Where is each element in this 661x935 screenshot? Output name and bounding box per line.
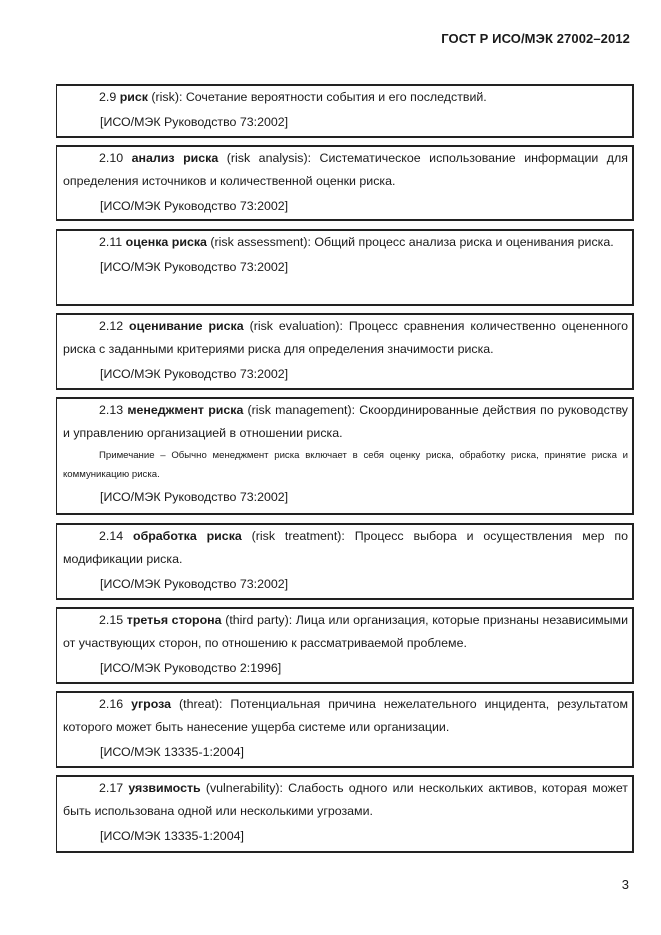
- term-number: 2.12: [99, 319, 124, 333]
- term-paragraph: [63, 315, 628, 361]
- term-box-risk-analysis: [56, 145, 634, 221]
- term-number: 2.9: [99, 90, 117, 104]
- term-number: 2.15: [99, 613, 124, 627]
- term-paragraph: [63, 777, 628, 823]
- term-box-threat: [56, 691, 634, 768]
- term-number: 2.10: [99, 151, 124, 165]
- term-reference: [ИСО/МЭК 13335-1:2004]: [100, 745, 244, 759]
- term-paragraph: [63, 609, 628, 655]
- term-box-third-party: [56, 607, 634, 684]
- term-name: оценка риска: [125, 235, 207, 249]
- term-definition: (third party): Лица или организация, которые признаны независимыми от участвующих сторон, по отношению к рассматриваемой проблеме.: [63, 613, 628, 650]
- term-reference: [ИСО/МЭК Руководство 2:1996]: [100, 661, 282, 675]
- term-definition: (risk treatment): Процесс выбора и осуществления мер по модификации риска.: [63, 529, 629, 566]
- term-name: менеджмент риска: [127, 403, 244, 417]
- term-box-vulnerability: [56, 775, 634, 853]
- term-reference: [ИСО/МЭК Руководство 73:2002]: [100, 260, 289, 274]
- term-name: риск: [119, 90, 148, 104]
- term-box-risk: [56, 84, 634, 138]
- term-definition: (risk): Сочетание вероятности события и его последствий.: [151, 90, 487, 104]
- term-box-risk-evaluation: [56, 313, 634, 390]
- term-name: угроза: [131, 697, 172, 711]
- term-reference: [ИСО/МЭК Руководство 73:2002]: [100, 199, 289, 213]
- term-number: 2.17: [99, 781, 124, 795]
- page-number: 3: [621, 877, 629, 892]
- document-header: ГОСТ Р ИСО/МЭК 27002–2012: [441, 31, 630, 46]
- term-definition: (risk analysis): Систематическое использование информации для определения источников и количественной оценки риска.: [63, 151, 628, 188]
- term-reference: [ИСО/МЭК 13335-1:2004]: [100, 829, 244, 843]
- term-paragraph: [63, 147, 628, 193]
- term-reference: [ИСО/МЭК Руководство 73:2002]: [100, 577, 289, 591]
- term-box-risk-management: [56, 397, 634, 515]
- term-paragraph: [63, 525, 628, 571]
- term-box-risk-assessment: [56, 229, 634, 306]
- term-paragraph: [63, 693, 628, 739]
- term-paragraph: [63, 231, 628, 254]
- term-paragraph: [63, 399, 628, 445]
- term-definition: (vulnerability): Слабость одного или нескольких активов, которая может быть использована одной или несколькими угрозами.: [63, 781, 628, 818]
- term-reference: [ИСО/МЭК Руководство 73:2002]: [100, 490, 289, 504]
- term-name: уязвимость: [128, 781, 201, 795]
- term-number: 2.16: [99, 697, 124, 711]
- term-number: 2.14: [99, 529, 124, 543]
- term-number: 2.11: [99, 235, 123, 249]
- term-paragraph: [63, 86, 628, 109]
- term-note: Примечание – Обычно менеджмент риска включает в себя оценку риска, обработку риска, принятие риска и коммуникацию риска.: [63, 450, 628, 480]
- term-reference: [ИСО/МЭК Руководство 73:2002]: [100, 367, 289, 381]
- term-definition: (threat): Потенциальная причина нежелательного инцидента, результатом которого может быть нанесение ущерба системе или организации.: [63, 697, 629, 734]
- term-name: обработка риска: [133, 529, 242, 543]
- term-definition: (risk management): Скоординированные действия по руководству и управлению организацией в отношении риска.: [63, 403, 628, 440]
- term-name: третья сторона: [126, 613, 222, 627]
- term-name: анализ риска: [131, 151, 219, 165]
- term-definition: (risk evaluation): Процесс сравнения количественно оцененного риска с заданными критериями риска для определения значимости риска.: [63, 319, 628, 356]
- term-reference: [ИСО/МЭК Руководство 73:2002]: [100, 115, 289, 129]
- term-number: 2.13: [99, 403, 124, 417]
- term-name: оценивание риска: [129, 319, 244, 333]
- term-box-risk-treatment: [56, 523, 634, 600]
- term-definition: (risk assessment): Общий процесс анализа риска и оценивания риска.: [210, 235, 614, 249]
